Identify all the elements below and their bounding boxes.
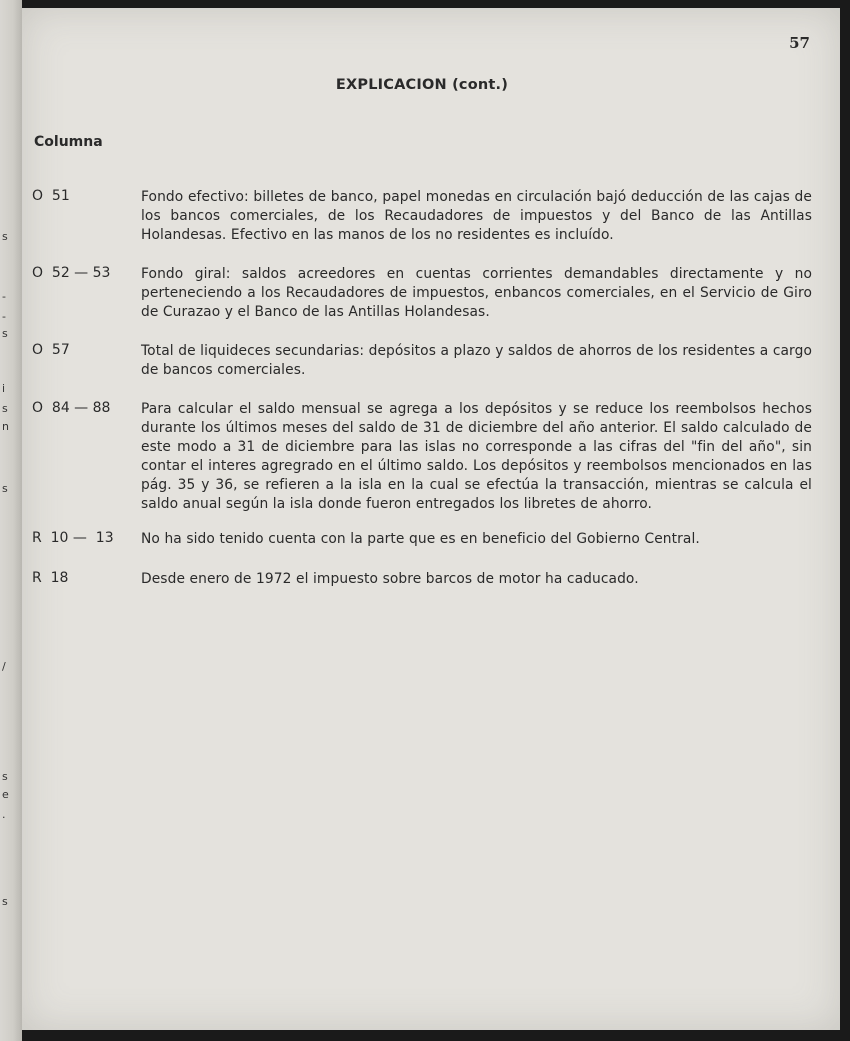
binding-mark: s	[2, 230, 8, 243]
binding-mark: -	[2, 310, 6, 323]
entry-code: O 52 — 53	[32, 265, 111, 281]
binding-mark: s	[2, 895, 8, 908]
binding-mark: s	[2, 327, 8, 340]
binding-mark: .	[2, 808, 6, 821]
binding-mark: e	[2, 788, 9, 801]
binding-mark: /	[2, 660, 6, 673]
entry-text: Fondo giral: saldos acreedores en cuentas corrientes demandables directamente y no perteneciendo a los Recaudadores de impuestos, enbancos comerciales, en el Servicio de Giro de Curazao y el Banco de las Antillas Holandesas.	[141, 266, 812, 320]
entry-text: Fondo efectivo: billetes de banco, papel monedas en circulación bajó deducción de las cajas de los bancos comerciales, de los Recaudadores de impuestos y del Banco de las Antillas Holandesas. Efectivo en las manos de los no residentes es incluído.	[141, 189, 812, 243]
page-number: 57	[789, 34, 810, 52]
entry-text: No ha sido tenido cuenta con la parte que es en beneficio del Gobierno Central.	[141, 531, 700, 547]
binding-mark: s	[2, 482, 8, 495]
entry-text: Para calcular el saldo mensual se agrega a los depósitos y se reduce los reembolsos hechos durante los últimos meses del saldo de 31 de diciembre del año anterior. El saldo calculado de este modo a 31 de diciembre para las islas no corresponde a las cifras del "fin del año", sin contar el interes agregrado en el último saldo. Los depósitos y reembolsos mencionados en las pág. 35 y 36, se refieren a la isla en la cual se efectúa la transacción, mientras se calcula el saldo anual según la isla donde fueron entregados los libretes de ahorro.	[141, 401, 812, 512]
entry-code: O 51	[32, 188, 70, 204]
binding-mark: s	[2, 402, 8, 415]
binding-mark: -	[2, 290, 6, 303]
entry-code: R 18	[32, 570, 69, 586]
entry-code: O 84 — 88	[32, 400, 111, 416]
entry-text: Total de liquideces secundarias: depósitos a plazo y saldos de ahorros de los residentes a cargo de bancos comerciales.	[141, 343, 812, 378]
entry-code: R 10 — 13	[32, 530, 114, 546]
page-binding	[0, 0, 22, 1041]
binding-mark: s	[2, 770, 8, 783]
document-page	[22, 8, 840, 1030]
page-title: EXPLICACION (cont.)	[335, 77, 509, 93]
binding-mark: n	[2, 420, 9, 433]
column-heading: Columna	[34, 134, 103, 150]
entry-text: Desde enero de 1972 el impuesto sobre barcos de motor ha caducado.	[141, 571, 639, 587]
binding-mark: i	[2, 382, 6, 395]
entry-code: O 57	[32, 342, 70, 358]
